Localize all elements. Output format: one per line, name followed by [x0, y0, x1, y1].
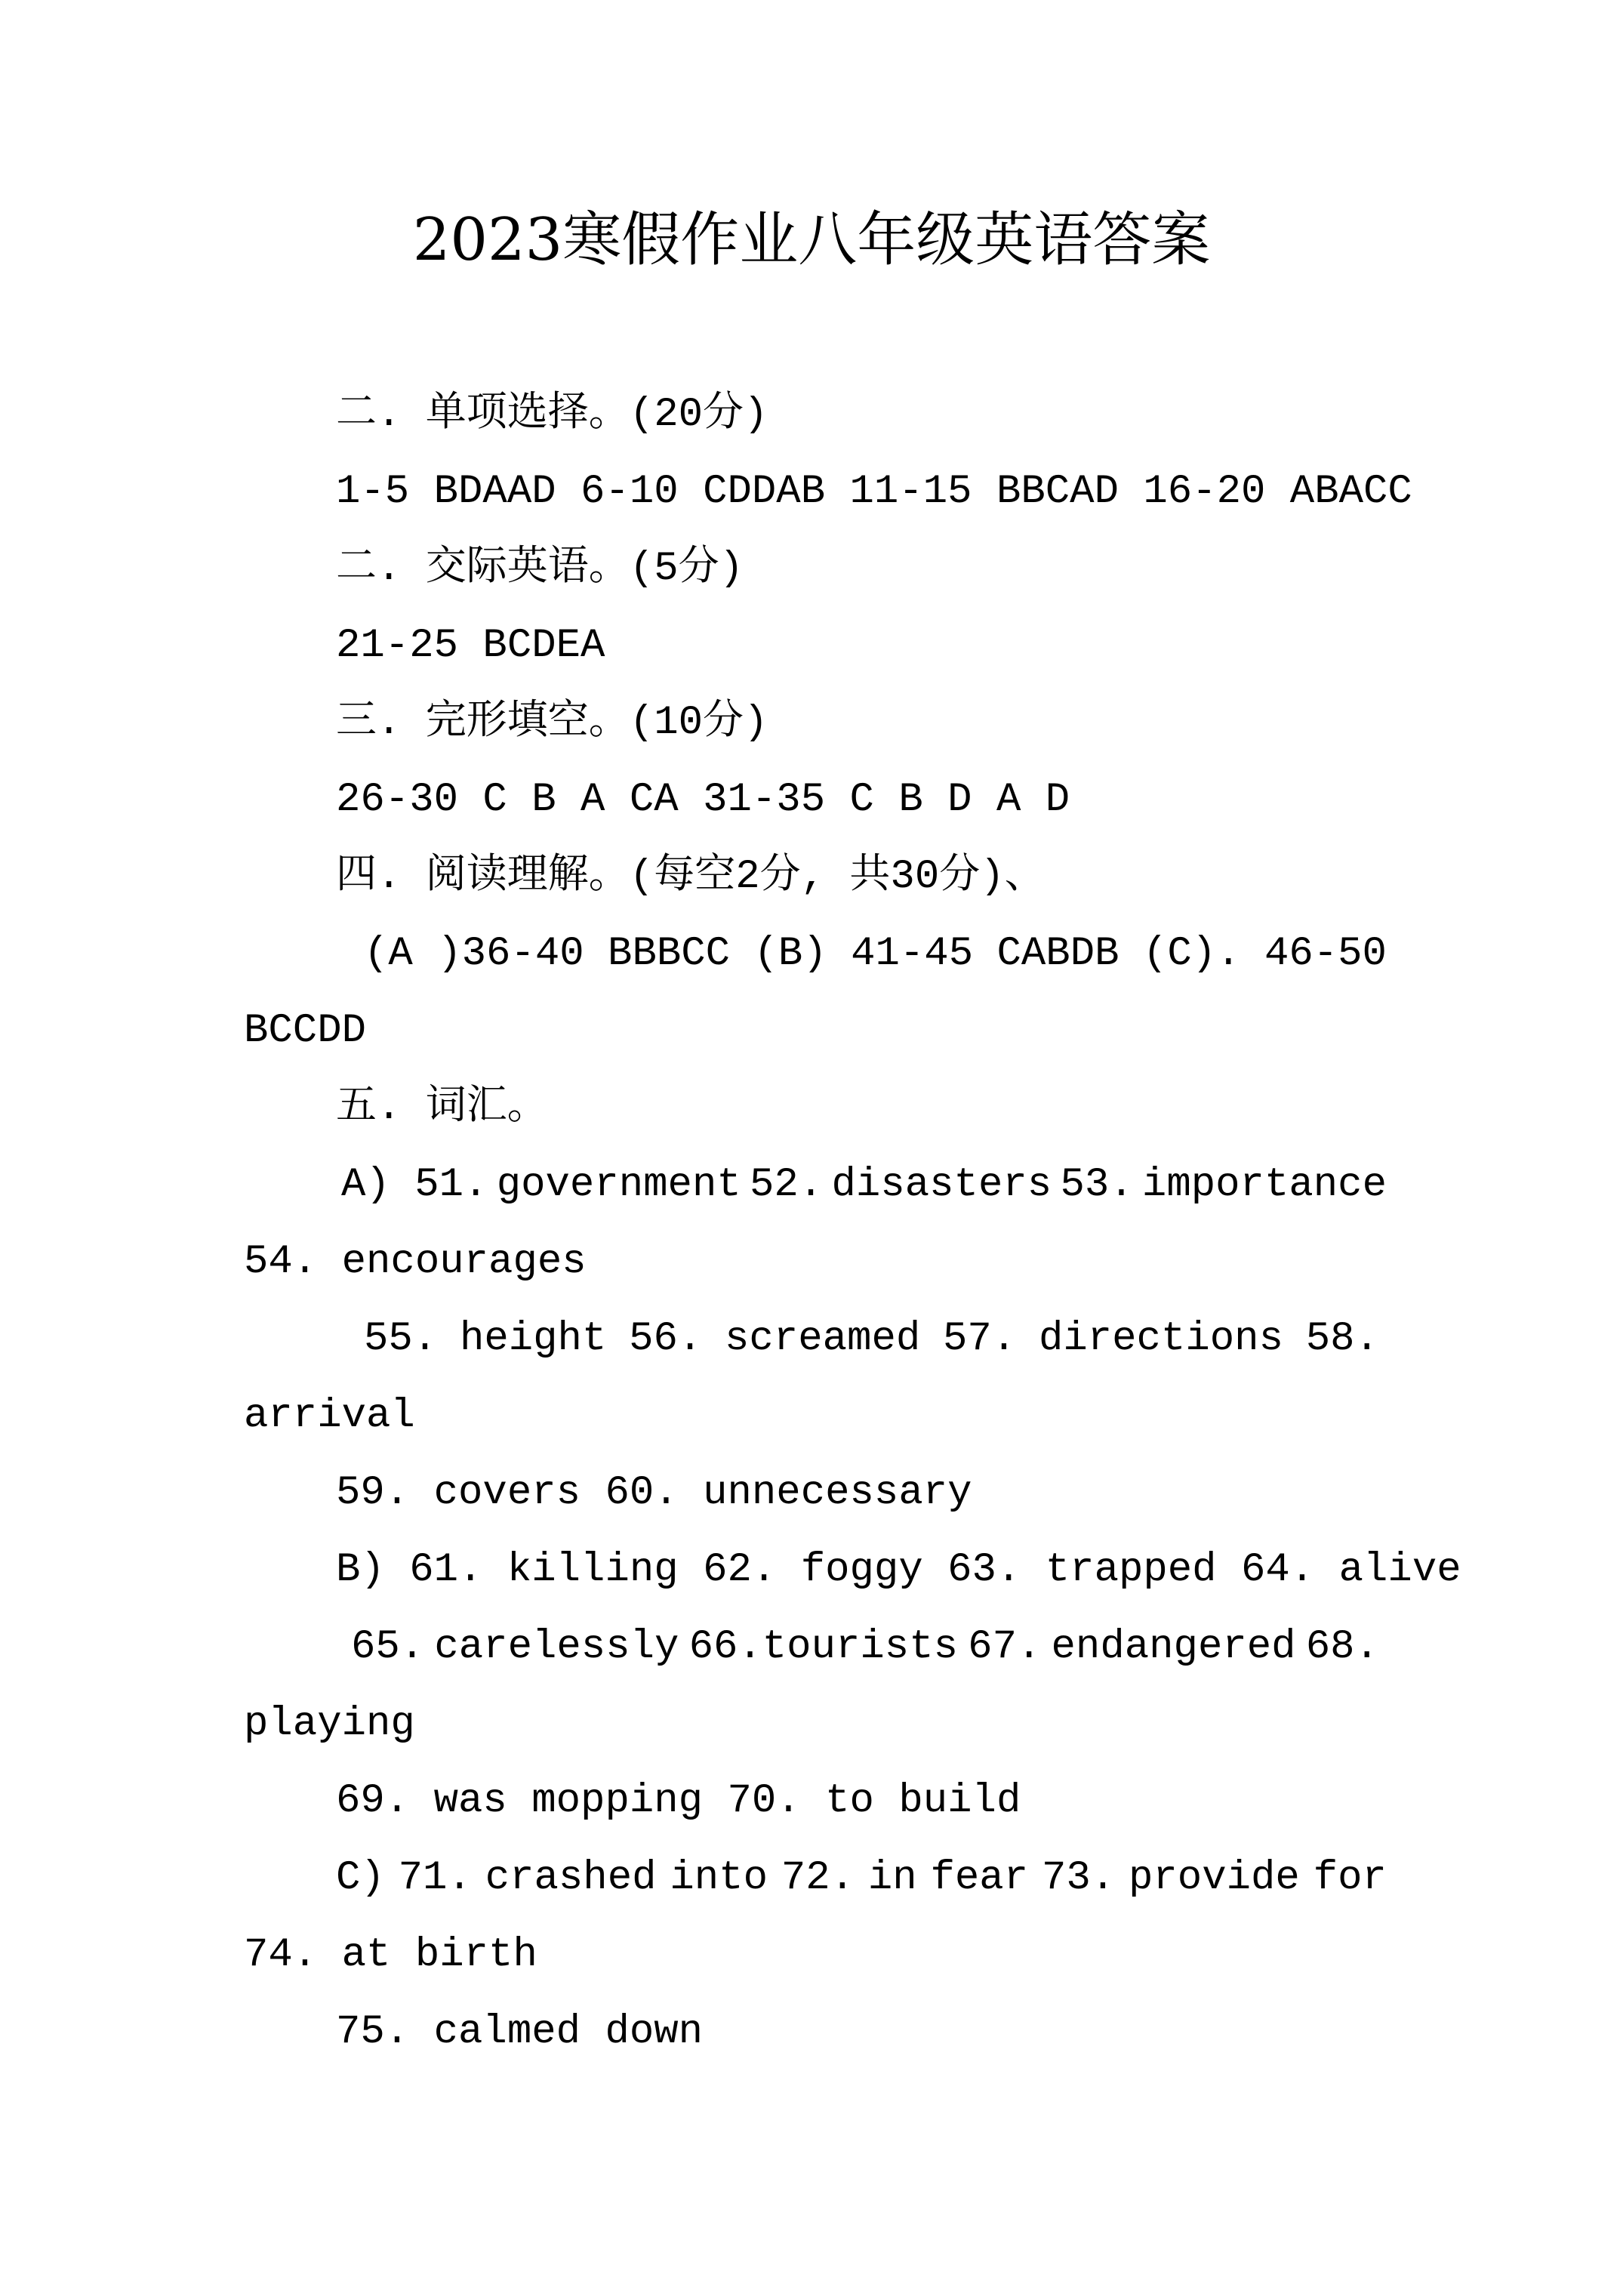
- vocab-b-line-4: 69. was mopping 70. to build: [336, 1778, 1021, 1824]
- text-run: 66.tourists: [688, 1624, 959, 1670]
- section-1-heading: 二. 单项选择。(20分): [336, 392, 768, 438]
- text-run: importance: [1141, 1162, 1387, 1208]
- vocab-b-line-3: playing: [244, 1701, 415, 1747]
- vocab-a-line-4: arrival: [244, 1393, 415, 1439]
- text-run: A) 51.: [341, 1162, 488, 1208]
- section-4-answers-line-2: BCCDD: [244, 1008, 367, 1054]
- text-run: screamed: [725, 1316, 921, 1362]
- text-run: C): [336, 1855, 385, 1901]
- vocab-b-line-1: B) 61. killing 62. foggy 63. trapped 64. alive: [336, 1547, 1461, 1593]
- text-run: 72.: [781, 1855, 855, 1901]
- vocab-c-line-2: 74. at birth: [244, 1932, 537, 1978]
- text-run: endangered: [1051, 1624, 1296, 1670]
- section-3-answers: 26-30 C B A CA 31-35 C B D A D: [336, 777, 1070, 823]
- text-run: crashed: [485, 1855, 657, 1901]
- text-run: 55.: [364, 1316, 438, 1362]
- section-4-heading: 四. 阅读理解。(每空2分, 共30分)、: [336, 854, 1046, 900]
- text-run: into: [670, 1855, 768, 1901]
- text-run: for: [1313, 1855, 1387, 1901]
- text-run: CABDB: [996, 931, 1119, 977]
- text-run: directions: [1038, 1316, 1283, 1362]
- text-run: 56.: [629, 1316, 703, 1362]
- text-run: 46-50: [1264, 931, 1387, 977]
- text-run: (A )36-40: [364, 931, 584, 977]
- text-run: (B): [753, 931, 827, 977]
- vocab-a-line-1: [341, 1159, 1387, 1212]
- text-run: 58.: [1305, 1316, 1379, 1362]
- vocab-b-line-2: [351, 1621, 1379, 1674]
- text-run: government: [496, 1162, 741, 1208]
- vocab-c-line-1: [336, 1852, 1387, 1905]
- text-run: 65.: [351, 1624, 425, 1670]
- page-title: 2023寒假作业八年级英语答案: [412, 206, 1211, 274]
- section-4-answers-line-1: [364, 928, 1387, 981]
- text-run: provide: [1129, 1855, 1300, 1901]
- text-run: 68.: [1305, 1624, 1379, 1670]
- section-2-heading: 二. 交际英语。(5分): [336, 546, 744, 592]
- text-run: 73.: [1041, 1855, 1116, 1901]
- text-run: disasters: [831, 1162, 1052, 1208]
- text-run: fear: [930, 1855, 1029, 1901]
- text-run: 67.: [968, 1624, 1042, 1670]
- text-run: 53.: [1060, 1162, 1134, 1208]
- text-run: 71.: [398, 1855, 472, 1901]
- vocab-c-line-3: 75. calmed down: [336, 2009, 704, 2055]
- text-run: 57.: [943, 1316, 1017, 1362]
- vocab-a-line-5: 59. covers 60. unnecessary: [336, 1470, 972, 1516]
- section-2-answers: 21-25 BCDEA: [336, 623, 605, 669]
- text-run: height: [459, 1316, 607, 1362]
- text-run: 52.: [750, 1162, 824, 1208]
- text-run: 41-45: [851, 931, 974, 977]
- section-5-heading: 五. 词汇。: [336, 1085, 548, 1131]
- text-run: (C).: [1142, 931, 1241, 977]
- text-run: BBBCC: [608, 931, 731, 977]
- vocab-a-line-3: [364, 1313, 1379, 1366]
- section-1-answers: 1-5 BDAAD 6-10 CDDAB 11-15 BBCAD 16-20 ABACC: [336, 469, 1412, 515]
- text-run: carelessly: [434, 1624, 679, 1670]
- section-3-heading: 三. 完形填空。(10分): [336, 700, 768, 746]
- text-run: in: [867, 1855, 917, 1901]
- vocab-a-line-2: 54. encourages: [244, 1239, 587, 1285]
